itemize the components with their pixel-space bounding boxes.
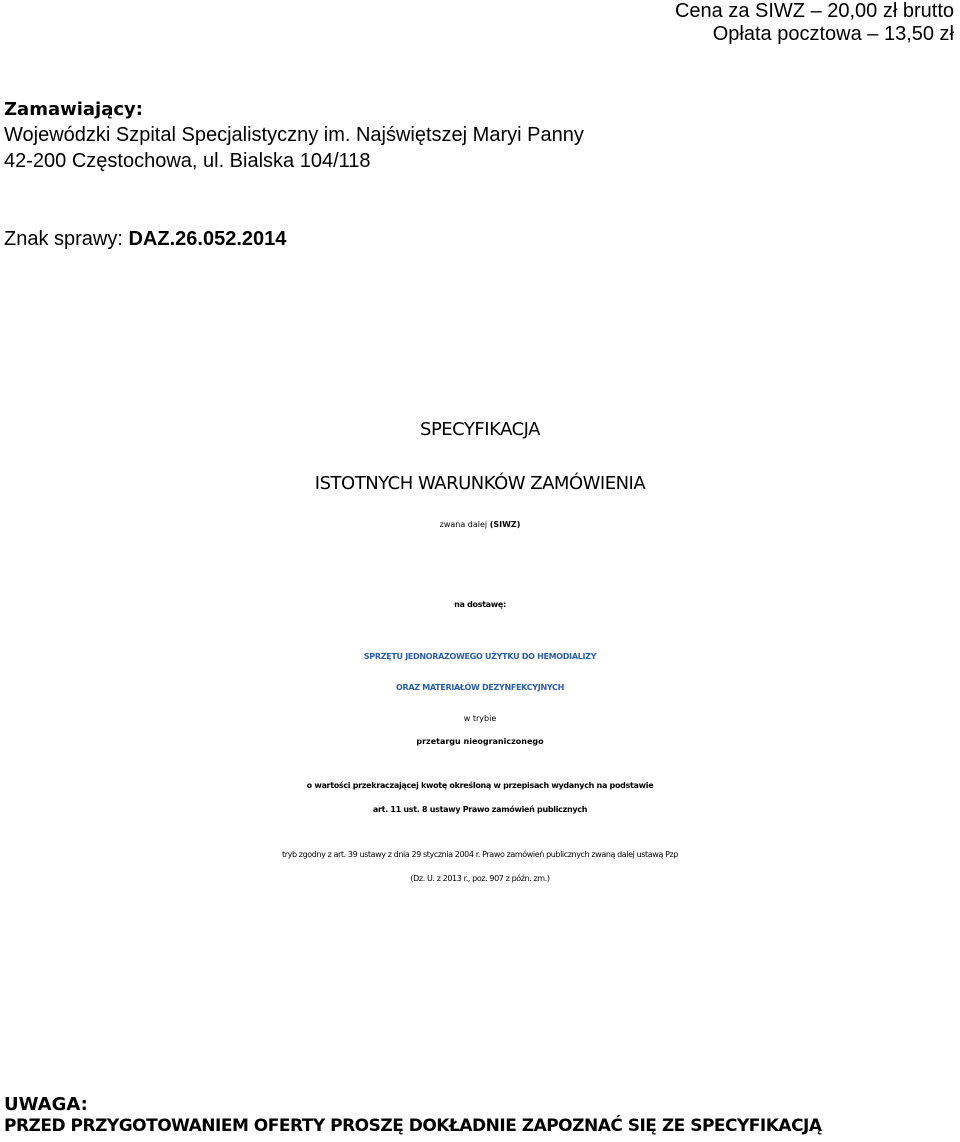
case-number-value: DAZ.26.052.2014: [128, 228, 287, 250]
document-subtitle: [0, 520, 960, 529]
delivery-subject-line-1: SPRZĘTU JEDNORAZOWEGO UŻYTKU DO HEMODIALIZY: [363, 652, 597, 661]
value-threshold-line-2: art. 11 ust. 8 ustawy Prawo zamówień publicznych: [372, 805, 588, 814]
procedure-mode-value: przetargu nieograniczonego: [416, 737, 544, 746]
delivery-subject-line-2: ORAZ MATERIAŁÓW DEZYNFEKCYJNYCH: [395, 683, 565, 692]
notice-label: UWAGA:: [4, 1094, 88, 1115]
orderer-address: 42-200 Częstochowa, ul. Bialska 104/118: [4, 150, 371, 172]
legal-basis-line-2: (Dz. U. z 2013 r., poz. 907 z późn. zm.): [410, 874, 550, 883]
subtitle-text: zwana dalej: [439, 520, 490, 529]
notice-text: PRZED PRZYGOTOWANIEM OFERTY PROSZĘ DOKŁADNIE ZAPOZNAĆ SIĘ ZE SPECYFIKACJĄ: [4, 1116, 822, 1136]
delivery-label: na dostawę:: [454, 600, 506, 609]
value-threshold-line-1: o wartości przekraczającej kwotę określoną w przepisach wydanych na podstawie: [306, 781, 654, 790]
subtitle-abbreviation: (SIWZ): [489, 520, 521, 529]
procedure-mode-label: w trybie: [463, 714, 497, 723]
document-title-line-1: SPECYFIKACJA: [420, 419, 540, 440]
document-title-line-2: ISTOTNYCH WARUNKÓW ZAMÓWIENIA: [314, 473, 646, 494]
postage-info: Opłata pocztowa – 13,50 zł: [712, 23, 954, 45]
case-number-row: [4, 228, 286, 251]
case-number-label: Znak sprawy:: [4, 228, 129, 250]
orderer-name: Wojewódzki Szpital Specjalistyczny im. Najświętszej Maryi Panny: [4, 124, 584, 146]
legal-basis-line-1: tryb zgodny z art. 39 ustawy z dnia 29 stycznia 2004 r. Prawo zamówień publicznych zwaną dalej ustawą Pzp: [281, 850, 678, 859]
orderer-label: Zamawiający:: [4, 99, 143, 120]
price-info: Cena za SIWZ – 20,00 zł brutto: [674, 0, 954, 22]
